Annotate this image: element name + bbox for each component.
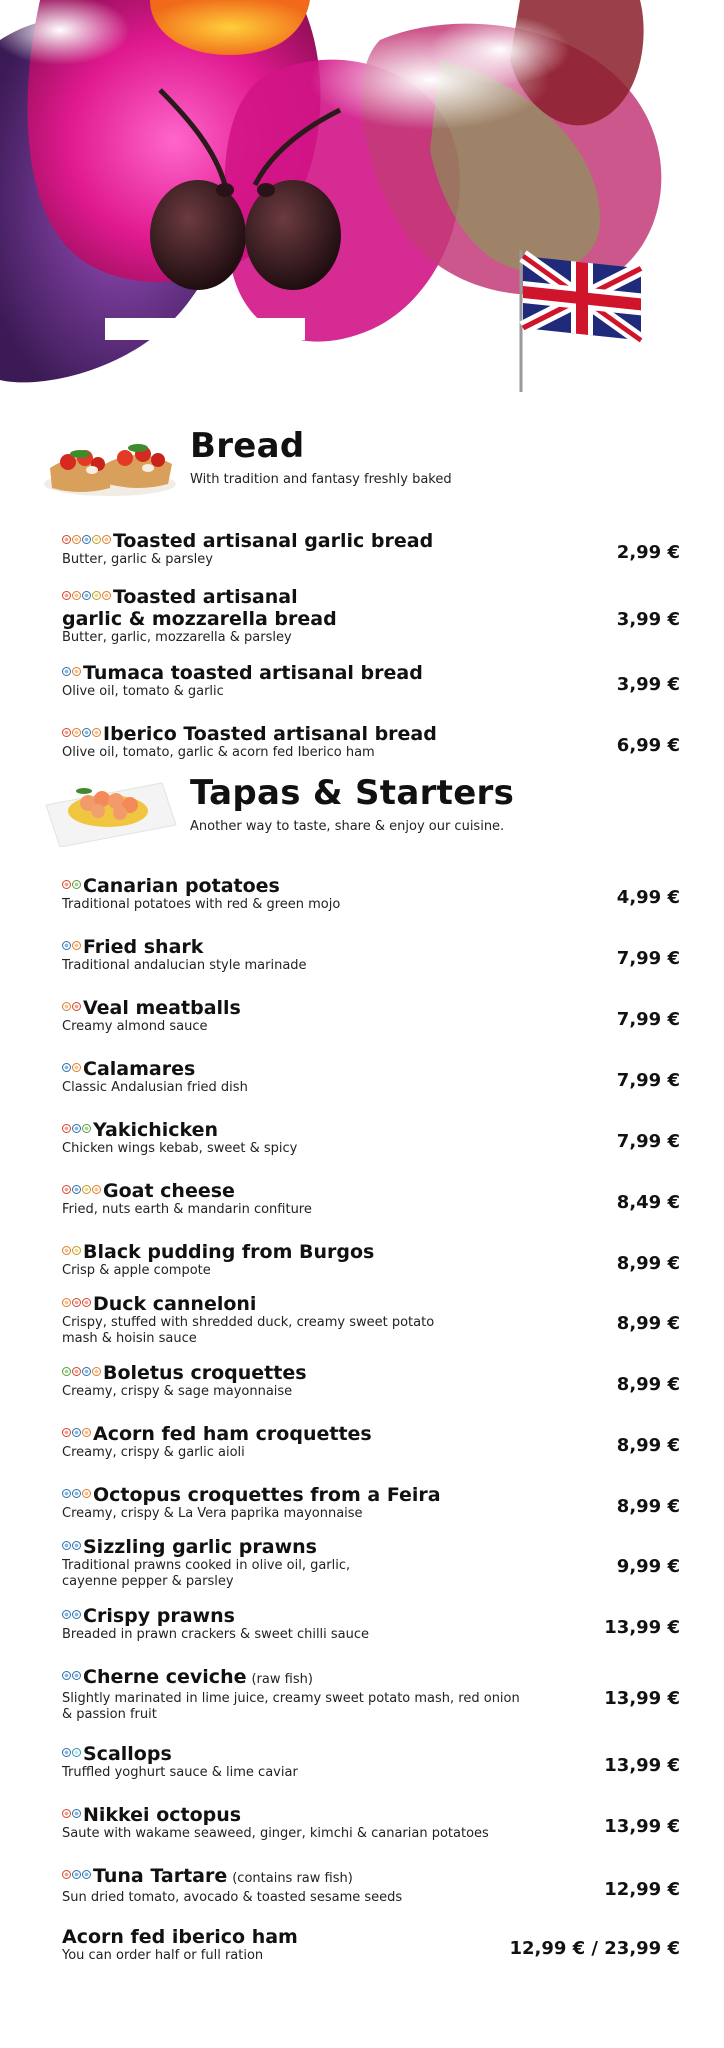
allergen-icon [62, 1671, 71, 1680]
allergen-icons [62, 880, 81, 889]
item-description: You can order half or full ration [62, 1948, 264, 1963]
menu-item [40, 530, 680, 568]
allergen-icon [82, 1298, 91, 1307]
hero-artwork [0, 0, 724, 395]
item-name: Duck canneloni [93, 1293, 257, 1315]
allergen-icon [62, 1298, 71, 1307]
item-description: Olive oil, tomato, garlic & acorn fed Iberico ham [62, 745, 375, 760]
item-name: Veal meatballs [83, 997, 241, 1019]
item-name: Iberico Toasted artisanal bread [103, 723, 437, 745]
menu-item [40, 1605, 680, 1643]
allergen-icon [72, 728, 81, 737]
item-description: Olive oil, tomato & garlic [62, 684, 224, 699]
allergen-icon [72, 1748, 81, 1757]
allergen-icon [62, 941, 71, 950]
item-name: Boletus croquettes [103, 1362, 307, 1384]
section-header [40, 418, 680, 500]
item-description: Butter, garlic, mozzarella & parsley [62, 630, 292, 645]
allergen-icon [62, 1063, 71, 1072]
allergen-icon [72, 1541, 81, 1550]
menu-item [40, 936, 680, 974]
allergen-icons [62, 591, 111, 600]
allergen-icon [72, 1870, 81, 1879]
item-description: Crispy, stuffed with shredded duck, creamy sweet potato mash & hoisin sauce [62, 1315, 435, 1346]
item-name-line [62, 1605, 680, 1627]
item-name: Fried shark [83, 936, 204, 958]
allergen-icon [82, 1870, 91, 1879]
menu-item [40, 1666, 680, 1723]
menu-item [40, 875, 680, 913]
allergen-icon [102, 535, 111, 544]
allergen-icon [72, 1671, 81, 1680]
item-price: 2,99 € [616, 542, 680, 563]
allergen-icons [62, 1124, 91, 1133]
allergen-icon [92, 591, 101, 600]
menu-item [40, 1180, 680, 1218]
item-description: Creamy, crispy & garlic aioli [62, 1445, 245, 1460]
menu-item [40, 997, 680, 1035]
menu-item [40, 1926, 680, 1964]
item-name: Calamares [83, 1058, 196, 1080]
item-name: Acorn fed iberico ham [62, 1926, 298, 1948]
section-subtitle: With tradition and fantasy freshly baked [190, 472, 452, 487]
item-name: Scallops [83, 1743, 172, 1765]
allergen-icons [62, 1367, 101, 1376]
item-name-line [62, 530, 680, 552]
allergen-icons [62, 1002, 81, 1011]
item-price: 12,99 € [604, 1878, 680, 1900]
allergen-icon [62, 1428, 71, 1437]
item-price: 8,99 € [616, 1496, 680, 1517]
allergen-icon [62, 1367, 71, 1376]
allergen-icon [82, 728, 91, 737]
allergen-icons [62, 667, 81, 676]
item-name-line [62, 1804, 680, 1826]
menu-item [40, 1362, 680, 1400]
allergen-icon [82, 1428, 91, 1437]
menu-item-list [40, 875, 680, 1987]
section-title: Bread [190, 426, 305, 466]
allergen-icons [62, 941, 81, 950]
allergen-icons [62, 1541, 81, 1550]
allergen-icon [62, 1541, 71, 1550]
allergen-icons [62, 1489, 91, 1498]
allergen-icon [72, 1367, 81, 1376]
item-price: 13,99 € [604, 1816, 680, 1837]
item-name-line [62, 662, 680, 684]
cloud-right-2 [430, 15, 570, 85]
item-name: Crispy prawns [83, 1605, 235, 1627]
item-name: Octopus croquettes from a Feira [93, 1484, 441, 1506]
allergen-icon [72, 1002, 81, 1011]
allergen-icon [92, 535, 101, 544]
allergen-icon [92, 728, 101, 737]
item-price: 8,99 € [616, 1374, 680, 1395]
item-description: Creamy, crispy & sage mayonnaise [62, 1384, 293, 1399]
menu-item [40, 1241, 680, 1279]
item-price: 8,49 € [616, 1192, 680, 1213]
allergen-icon [62, 1002, 71, 1011]
allergen-icons [62, 728, 101, 737]
allergen-icon [62, 880, 71, 889]
allergen-icon [62, 1124, 71, 1133]
item-name-line [62, 936, 680, 958]
allergen-icon [72, 1610, 81, 1619]
allergen-icon [82, 591, 91, 600]
item-price: 13,99 € [604, 1617, 680, 1638]
uk-flag-icon[interactable] [521, 250, 641, 392]
allergen-icon [62, 1748, 71, 1757]
item-note: (contains raw fish) [232, 1871, 353, 1886]
item-description: Traditional prawns cooked in olive oil, garlic, cayenne pepper & parsley [62, 1558, 351, 1589]
item-price: 13,99 € [604, 1687, 680, 1709]
item-name-line [62, 1865, 680, 1890]
allergen-icon [72, 941, 81, 950]
allergen-icon [72, 880, 81, 889]
allergen-icons [62, 1428, 91, 1437]
item-description: Chicken wings kebab, sweet & spicy [62, 1141, 298, 1156]
item-price: 3,99 € [616, 609, 680, 630]
allergen-icons [62, 1246, 81, 1255]
allergen-icon [62, 667, 71, 676]
allergen-icon [62, 1870, 71, 1879]
item-description: Fried, nuts earth & mandarin confiture [62, 1202, 312, 1217]
menu-item-list [40, 530, 680, 784]
item-name: Acorn fed ham croquettes [93, 1423, 372, 1445]
allergen-icon [72, 591, 81, 600]
allergen-icons [62, 1063, 81, 1072]
item-price: 6,99 € [616, 735, 680, 756]
item-name-line [62, 1484, 680, 1506]
allergen-icon [92, 1185, 101, 1194]
allergen-icon [82, 1185, 91, 1194]
item-description: Sun dried tomato, avocado & toasted sesame seeds [62, 1890, 403, 1905]
prawns-plate-image [40, 765, 180, 847]
item-name-line [62, 1536, 680, 1558]
allergen-icons [62, 1748, 81, 1757]
section-bread [40, 418, 680, 784]
item-name: Goat cheese [103, 1180, 235, 1202]
item-price: 8,99 € [616, 1435, 680, 1456]
item-name-line [62, 1241, 680, 1263]
allergen-icon [82, 1489, 91, 1498]
item-note: (raw fish) [251, 1672, 313, 1687]
item-description: Classic Andalusian fried dish [62, 1080, 248, 1095]
item-name-line [62, 1743, 680, 1765]
allergen-icon [62, 1185, 71, 1194]
item-name-line [62, 1293, 680, 1315]
item-description: Slightly marinated in lime juice, creamy sweet potato mash, red onion & passion fruit [62, 1691, 520, 1722]
menu-item [40, 662, 680, 700]
allergen-icon [72, 1428, 81, 1437]
hero-banner [0, 0, 724, 395]
allergen-icons [62, 1185, 101, 1194]
item-price: 4,99 € [616, 887, 680, 908]
allergen-icon [72, 1246, 81, 1255]
item-description: Breaded in prawn crackers & sweet chilli sauce [62, 1627, 370, 1642]
allergen-icon [72, 1185, 81, 1194]
item-price: 7,99 € [616, 1070, 680, 1091]
item-name-line [62, 1119, 680, 1141]
allergen-icon [72, 1489, 81, 1498]
allergen-icon [62, 591, 71, 600]
allergen-icon [62, 535, 71, 544]
menu-item [40, 1119, 680, 1157]
menu-item [40, 723, 680, 761]
allergen-icon [82, 1367, 91, 1376]
item-name: Tuna Tartare [93, 1865, 228, 1887]
menu-item [40, 1423, 680, 1461]
section-header [40, 765, 680, 847]
item-name: Yakichicken [93, 1119, 219, 1141]
item-name: Nikkei octopus [83, 1804, 242, 1826]
allergen-icons [62, 1671, 81, 1680]
item-description: Butter, garlic & parsley [62, 552, 213, 567]
item-price: 7,99 € [616, 1009, 680, 1030]
allergen-icon [102, 591, 111, 600]
item-description: Traditional potatoes with red & green mojo [62, 897, 341, 912]
allergen-icon [82, 535, 91, 544]
menu-item [40, 1804, 680, 1842]
menu-item [40, 586, 680, 646]
item-name-line [62, 1362, 680, 1384]
white-bar [105, 318, 305, 340]
allergen-icons [62, 1298, 91, 1307]
item-price: 8,99 € [616, 1253, 680, 1274]
section-subtitle: Another way to taste, share & enjoy our cuisine. [190, 819, 505, 834]
item-description: Saute with wakame seaweed, ginger, kimchi & canarian potatoes [62, 1826, 489, 1841]
menu-item [40, 1743, 680, 1781]
allergen-icon [62, 1809, 71, 1818]
allergen-icons [62, 535, 111, 544]
item-price: 3,99 € [616, 674, 680, 695]
section-title: Tapas & Starters [190, 773, 515, 813]
item-name: Canarian potatoes [83, 875, 280, 897]
allergen-icon [62, 1610, 71, 1619]
allergen-icon [92, 1367, 101, 1376]
item-description: Creamy, crispy & La Vera paprika mayonnaise [62, 1506, 363, 1521]
menu-item [40, 1536, 680, 1590]
allergen-icon [72, 1298, 81, 1307]
item-name: Sizzling garlic prawns [83, 1536, 317, 1558]
item-price: 12,99 € / 23,99 € [509, 1938, 680, 1959]
item-name-line [62, 997, 680, 1019]
allergen-icon [72, 1124, 81, 1133]
menu-item [40, 1293, 680, 1347]
item-name: Toasted artisanal garlic bread [113, 530, 434, 552]
menu-item [40, 1865, 680, 1906]
item-price: 8,99 € [616, 1313, 680, 1334]
item-name-line [62, 1423, 680, 1445]
allergen-icon [62, 1246, 71, 1255]
allergen-icon [72, 1809, 81, 1818]
item-name-line [62, 586, 362, 630]
item-name: Tumaca toasted artisanal bread [83, 662, 423, 684]
allergen-icon [72, 667, 81, 676]
item-name-line [62, 1666, 680, 1691]
item-name: Toasted artisanal garlic & mozzarella bread [62, 586, 337, 630]
item-description: Creamy almond sauce [62, 1019, 208, 1034]
allergen-icon [62, 1489, 71, 1498]
item-description: Truffled yoghurt sauce & lime caviar [62, 1765, 298, 1780]
item-name-line [62, 1180, 680, 1202]
allergen-icon [72, 1063, 81, 1072]
item-description: Crisp & apple compote [62, 1263, 211, 1278]
item-price: 7,99 € [616, 948, 680, 969]
allergen-icons [62, 1809, 81, 1818]
item-price: 13,99 € [604, 1755, 680, 1776]
allergen-icon [82, 1124, 91, 1133]
item-name: Cherne ceviche [83, 1666, 247, 1688]
allergen-icon [72, 535, 81, 544]
bruschetta-image [40, 418, 180, 500]
item-name-line [62, 875, 680, 897]
allergen-icons [62, 1610, 81, 1619]
item-price: 9,99 € [616, 1556, 680, 1577]
menu-item [40, 1484, 680, 1522]
item-name-line [62, 723, 680, 745]
item-name: Black pudding from Burgos [83, 1241, 375, 1263]
allergen-icon [62, 728, 71, 737]
section-tapas [40, 765, 680, 1987]
item-description: Traditional andalucian style marinade [62, 958, 307, 973]
item-price: 7,99 € [616, 1131, 680, 1152]
allergen-icons [62, 1870, 91, 1879]
menu-item [40, 1058, 680, 1096]
item-name-line [62, 1058, 680, 1080]
